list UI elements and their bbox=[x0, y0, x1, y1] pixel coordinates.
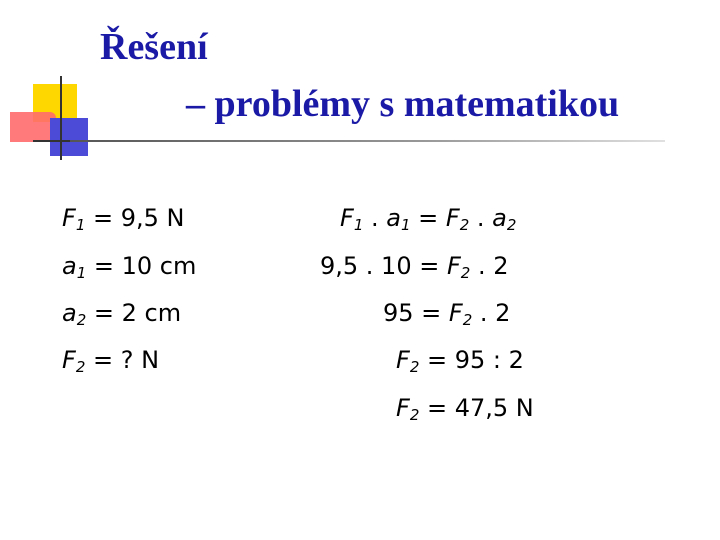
solution-line-5: $F_2 = 47,5$ N bbox=[396, 394, 534, 424]
logo-blue-square bbox=[50, 118, 88, 156]
slide-subtitle: – problémy s matematikou bbox=[186, 83, 620, 125]
given-f1: $F_1 = 9,5$ N bbox=[62, 204, 185, 234]
slide-title: Řešení bbox=[100, 26, 208, 68]
title-divider bbox=[70, 140, 665, 142]
solution-line-1: $F_1$ . $a_1 = F_2$ . $a_2$ bbox=[340, 204, 517, 234]
solution-line-2: 9,5 . $10 = F_2$ . 2 bbox=[320, 252, 509, 282]
solution-line-4: $F_2 = 95$ : 2 bbox=[396, 346, 524, 376]
given-f2: $F_2$ = ? N bbox=[62, 346, 160, 376]
corner-logo bbox=[0, 0, 100, 170]
given-a1: $a_1 = 10$ cm bbox=[62, 252, 197, 282]
given-a2: $a_2 = 2$ cm bbox=[62, 299, 182, 329]
logo-vertical-line bbox=[60, 76, 62, 160]
solution-line-3: $95 = F_2$ . 2 bbox=[383, 299, 511, 329]
